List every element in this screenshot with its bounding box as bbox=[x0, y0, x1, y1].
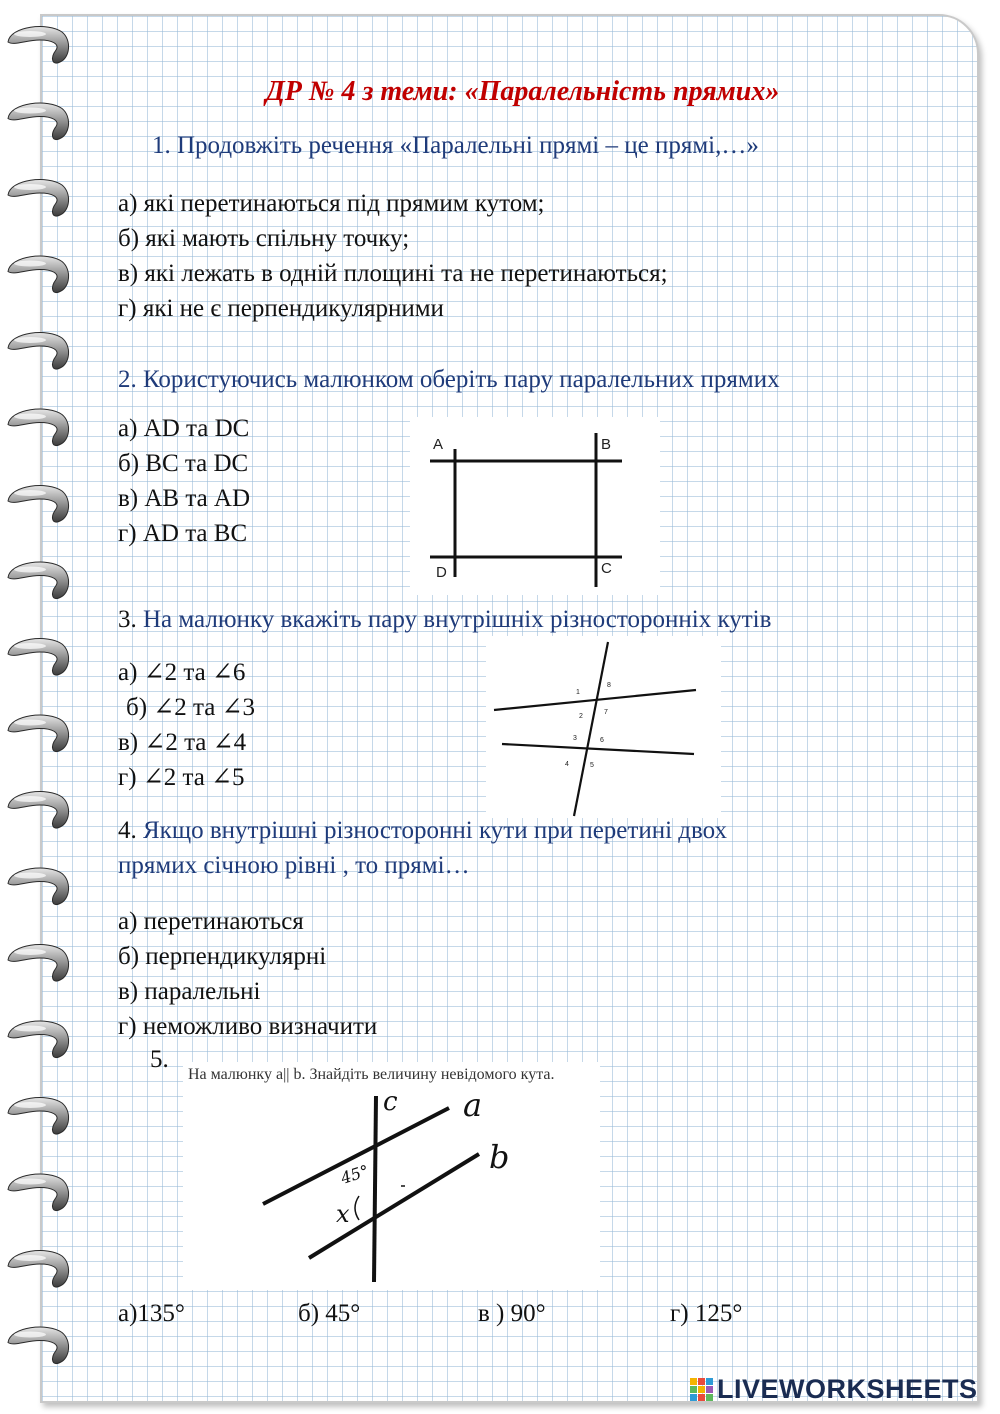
q5-parallel-lines-diagram bbox=[183, 1062, 600, 1290]
q4-option-a[interactable]: а) перетинаються bbox=[118, 908, 304, 935]
q4-option-b[interactable]: б) перпендикулярні bbox=[118, 943, 327, 970]
q2-option-b[interactable]: б) BC та DC bbox=[118, 450, 249, 477]
angle-label-4: 4 bbox=[565, 761, 569, 768]
spiral-ring bbox=[8, 792, 69, 829]
q5-caption: На малюнку a|| b. Знайдіть величину невідомого кута. bbox=[188, 1066, 555, 1083]
line-b bbox=[309, 1154, 479, 1258]
q2-option-d[interactable]: г) AD та BC bbox=[118, 520, 248, 547]
line-lower bbox=[502, 744, 694, 754]
angle-label-7: 7 bbox=[604, 709, 608, 716]
label-line-a: a bbox=[463, 1086, 483, 1124]
angle-arc-x bbox=[355, 1196, 359, 1220]
spiral-ring bbox=[8, 333, 69, 370]
angle-label-3: 3 bbox=[573, 735, 577, 742]
q3-question-line bbox=[118, 606, 771, 634]
q4-question-text1: Якщо внутрішні різносторонні кути при перетині двох bbox=[143, 817, 728, 844]
q4-question-line1 bbox=[118, 817, 727, 845]
q2-question: 2. Користуючись малюнком оберіть пару паралельних прямих bbox=[118, 366, 780, 393]
q4-question-line2: прямих січною рівні , то прямі… bbox=[118, 852, 470, 879]
q5-number: 5. bbox=[150, 1046, 169, 1073]
q2-figure bbox=[410, 417, 660, 595]
q2-rectangle-diagram bbox=[410, 417, 660, 595]
liveworksheets-logo[interactable] bbox=[690, 1374, 978, 1404]
q1-option-c[interactable]: в) які лежать в одній площині та не перетинаються; bbox=[118, 260, 668, 287]
spiral-ring bbox=[8, 639, 69, 676]
q3-number: 3. bbox=[118, 606, 137, 633]
label-b: B bbox=[601, 436, 612, 453]
spiral-ring bbox=[8, 715, 69, 752]
q5-option-a[interactable]: а)135° bbox=[118, 1300, 185, 1327]
q3-transversal-diagram bbox=[486, 636, 721, 818]
spiral-ring bbox=[8, 27, 69, 64]
q3-option-d[interactable]: г) ∠2 та ∠5 bbox=[118, 764, 245, 791]
q5-figure bbox=[183, 1062, 600, 1290]
label-d: D bbox=[436, 564, 447, 581]
spiral-ring bbox=[8, 180, 69, 217]
logo-mark-icon bbox=[690, 1378, 713, 1401]
spiral-ring bbox=[8, 945, 69, 982]
spiral-ring bbox=[8, 562, 69, 599]
label-line-b: b bbox=[489, 1138, 510, 1176]
transversal bbox=[574, 642, 608, 816]
angle-label-1: 1 bbox=[576, 689, 580, 696]
spiral-ring bbox=[8, 103, 69, 140]
spiral-binding bbox=[0, 0, 80, 1414]
spiral-ring bbox=[8, 409, 69, 446]
spiral-ring bbox=[8, 1098, 69, 1135]
angle-label-8: 8 bbox=[607, 682, 611, 689]
q1-option-d[interactable]: г) які не є перпендикулярними bbox=[118, 295, 444, 322]
q3-option-c[interactable]: в) ∠2 та ∠4 bbox=[118, 729, 247, 756]
angle-label-6: 6 bbox=[600, 737, 604, 744]
q2-option-a[interactable]: а) AD та DC bbox=[118, 415, 250, 442]
spiral-ring bbox=[8, 868, 69, 905]
q5-option-d[interactable]: г) 125° bbox=[670, 1300, 743, 1327]
q1-question: 1. Продовжіть речення «Паралельні прямі – це прямі,…» bbox=[152, 132, 759, 159]
q4-number: 4. bbox=[118, 817, 137, 844]
label-angle-45: 45° bbox=[338, 1160, 372, 1188]
q1-option-b[interactable]: б) які мають спільну точку; bbox=[118, 225, 410, 252]
q3-figure bbox=[486, 636, 721, 818]
label-c: C bbox=[601, 560, 612, 577]
q3-option-b[interactable]: б) ∠2 та ∠3 bbox=[126, 694, 256, 721]
spiral-ring bbox=[8, 1174, 69, 1211]
angle-label-5: 5 bbox=[590, 762, 594, 769]
q3-option-a[interactable]: а) ∠2 та ∠6 bbox=[118, 659, 246, 686]
q4-option-d[interactable]: г) неможливо визначити bbox=[118, 1013, 378, 1040]
logo-text: LIVEWORKSHEETS bbox=[717, 1373, 978, 1404]
q1-option-a[interactable]: а) які перетинаються під прямим кутом; bbox=[118, 190, 545, 217]
worksheet-title: ДР № 4 з теми: «Паралельність прямих» bbox=[265, 76, 780, 107]
q4-option-c[interactable]: в) паралельні bbox=[118, 978, 261, 1005]
label-angle-x: x bbox=[336, 1200, 350, 1228]
label-line-c: c bbox=[383, 1087, 398, 1117]
q5-option-c[interactable]: в ) 90° bbox=[478, 1300, 546, 1327]
label-a: A bbox=[433, 436, 444, 453]
spiral-ring bbox=[8, 256, 69, 293]
spiral-ring bbox=[8, 1251, 69, 1288]
q2-option-c[interactable]: в) AB та AD bbox=[118, 485, 251, 512]
spiral-ring bbox=[8, 1327, 69, 1364]
line-c bbox=[374, 1096, 376, 1282]
angle-label-2: 2 bbox=[579, 713, 583, 720]
spiral-ring bbox=[8, 486, 69, 523]
spiral-ring bbox=[8, 1021, 69, 1058]
q3-question: На малюнку вкажіть пару внутрішніх різносторонніх кутів bbox=[143, 606, 772, 633]
q5-option-b[interactable]: б) 45° bbox=[298, 1300, 361, 1327]
